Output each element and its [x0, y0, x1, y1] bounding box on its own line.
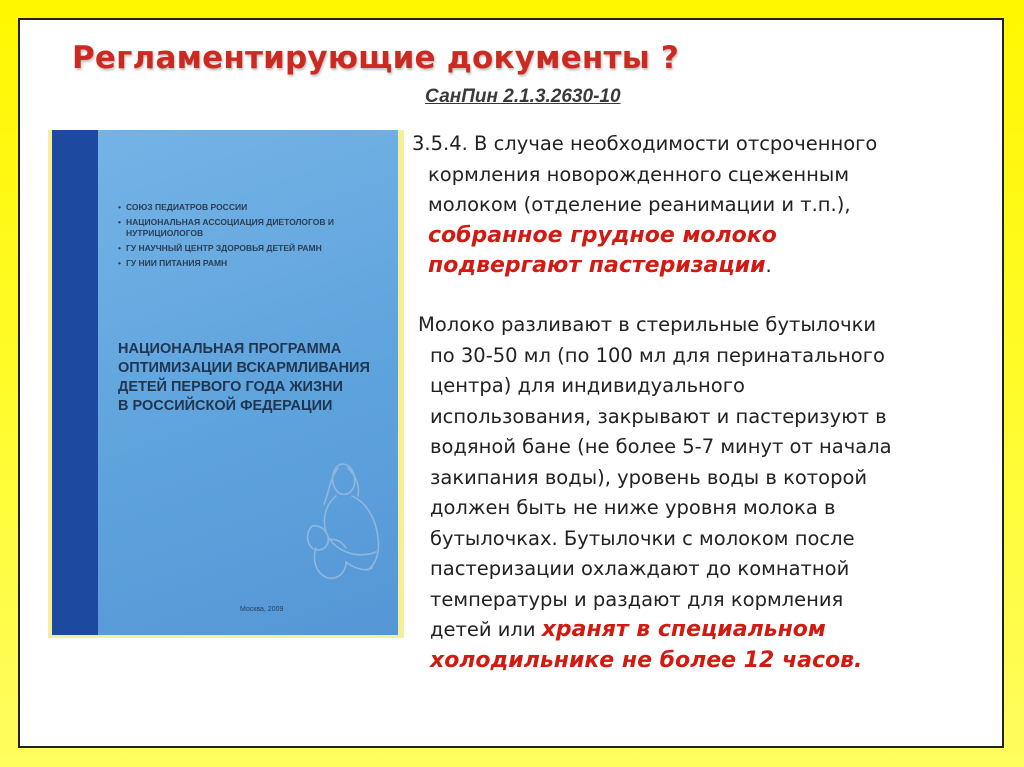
paragraph-line: Молоко разливают в стерильные бутылочки	[418, 313, 877, 336]
slide-title: Регламентирующие документы ?	[72, 40, 680, 76]
paragraph-line: использования, закрывают и пастеризуют в	[430, 404, 887, 428]
book-organization-item: • ГУ НИИ ПИТАНИЯ РАМН	[118, 258, 346, 269]
punctuation: .	[765, 254, 772, 277]
paragraph-line	[418, 615, 978, 646]
paragraph-line: водяной бане (не более 5-7 минут от начала	[430, 435, 892, 458]
paragraph-line: закипания воды), уровень воды в которой	[430, 465, 868, 489]
book-title	[118, 340, 388, 416]
highlighted-text: собранное грудное молоко	[428, 222, 777, 248]
paragraph-line: должен быть не ниже уровня молока в	[430, 496, 836, 519]
book-title-line: В РОССИЙСКОЙ ФЕДЕРАЦИИ	[118, 398, 333, 414]
book-title-line: ДЕТЕЙ ПЕРВОГО ГОДА ЖИЗНИ	[118, 379, 343, 395]
paragraph-line: молоком (отделение реанимации и т.п.),	[428, 193, 851, 216]
mother-and-baby-illustration	[302, 456, 392, 586]
paragraph-line	[418, 646, 978, 677]
document-reference: СанПин 2.1.3.2630-10	[425, 86, 621, 107]
paragraph-line: 3.5.4. В случае необходимости отсроченного	[412, 132, 878, 155]
paragraph-line: пастеризации охлаждают до комнатной	[430, 557, 850, 580]
book-city-year: Москва, 2009	[240, 606, 284, 613]
book-spine	[52, 130, 98, 635]
highlighted-text: подвергают пастеризации	[428, 253, 766, 278]
paragraph-line: центра) для индивидуального	[430, 374, 745, 397]
paragraph-line: кормления новорожденного сцеженным	[428, 162, 850, 186]
paragraph-line: бутылочках. Бутылочки с молоком после	[430, 526, 855, 550]
paragraph-line: температуры и раздают для кормления	[430, 587, 844, 611]
book-title-line: ОПТИМИЗАЦИИ ВСКАРМЛИВАНИЯ	[118, 360, 370, 376]
paragraph-milk-handling	[418, 310, 978, 676]
paragraph-text: детей или	[430, 618, 536, 641]
highlighted-text: хранят в специальном	[541, 617, 826, 642]
book-organization-item: • ГУ НАУЧНЫЙ ЦЕНТР ЗДОРОВЬЯ ДЕТЕЙ РАМН	[118, 243, 346, 254]
book-organization-item: • НАЦИОНАЛЬНАЯ АССОЦИАЦИЯ ДИЕТОЛОГОВ И НУТРИЦИОЛОГОВ	[118, 217, 346, 239]
paragraph-line	[412, 251, 972, 282]
book-title-line: НАЦИОНАЛЬНАЯ ПРОГРАММА	[118, 341, 342, 357]
paragraph-line: по 30-50 мл (по 100 мл для перинатального	[430, 343, 885, 367]
book-organizations-list	[118, 202, 346, 273]
paragraph-3-5-4	[412, 129, 972, 282]
highlighted-text: холодильнике не более 12 часов.	[430, 647, 863, 673]
book-organization-item: • СОЮЗ ПЕДИАТРОВ РОССИИ	[118, 202, 346, 213]
paragraph-line	[412, 221, 972, 252]
book-cover-image	[52, 130, 398, 635]
